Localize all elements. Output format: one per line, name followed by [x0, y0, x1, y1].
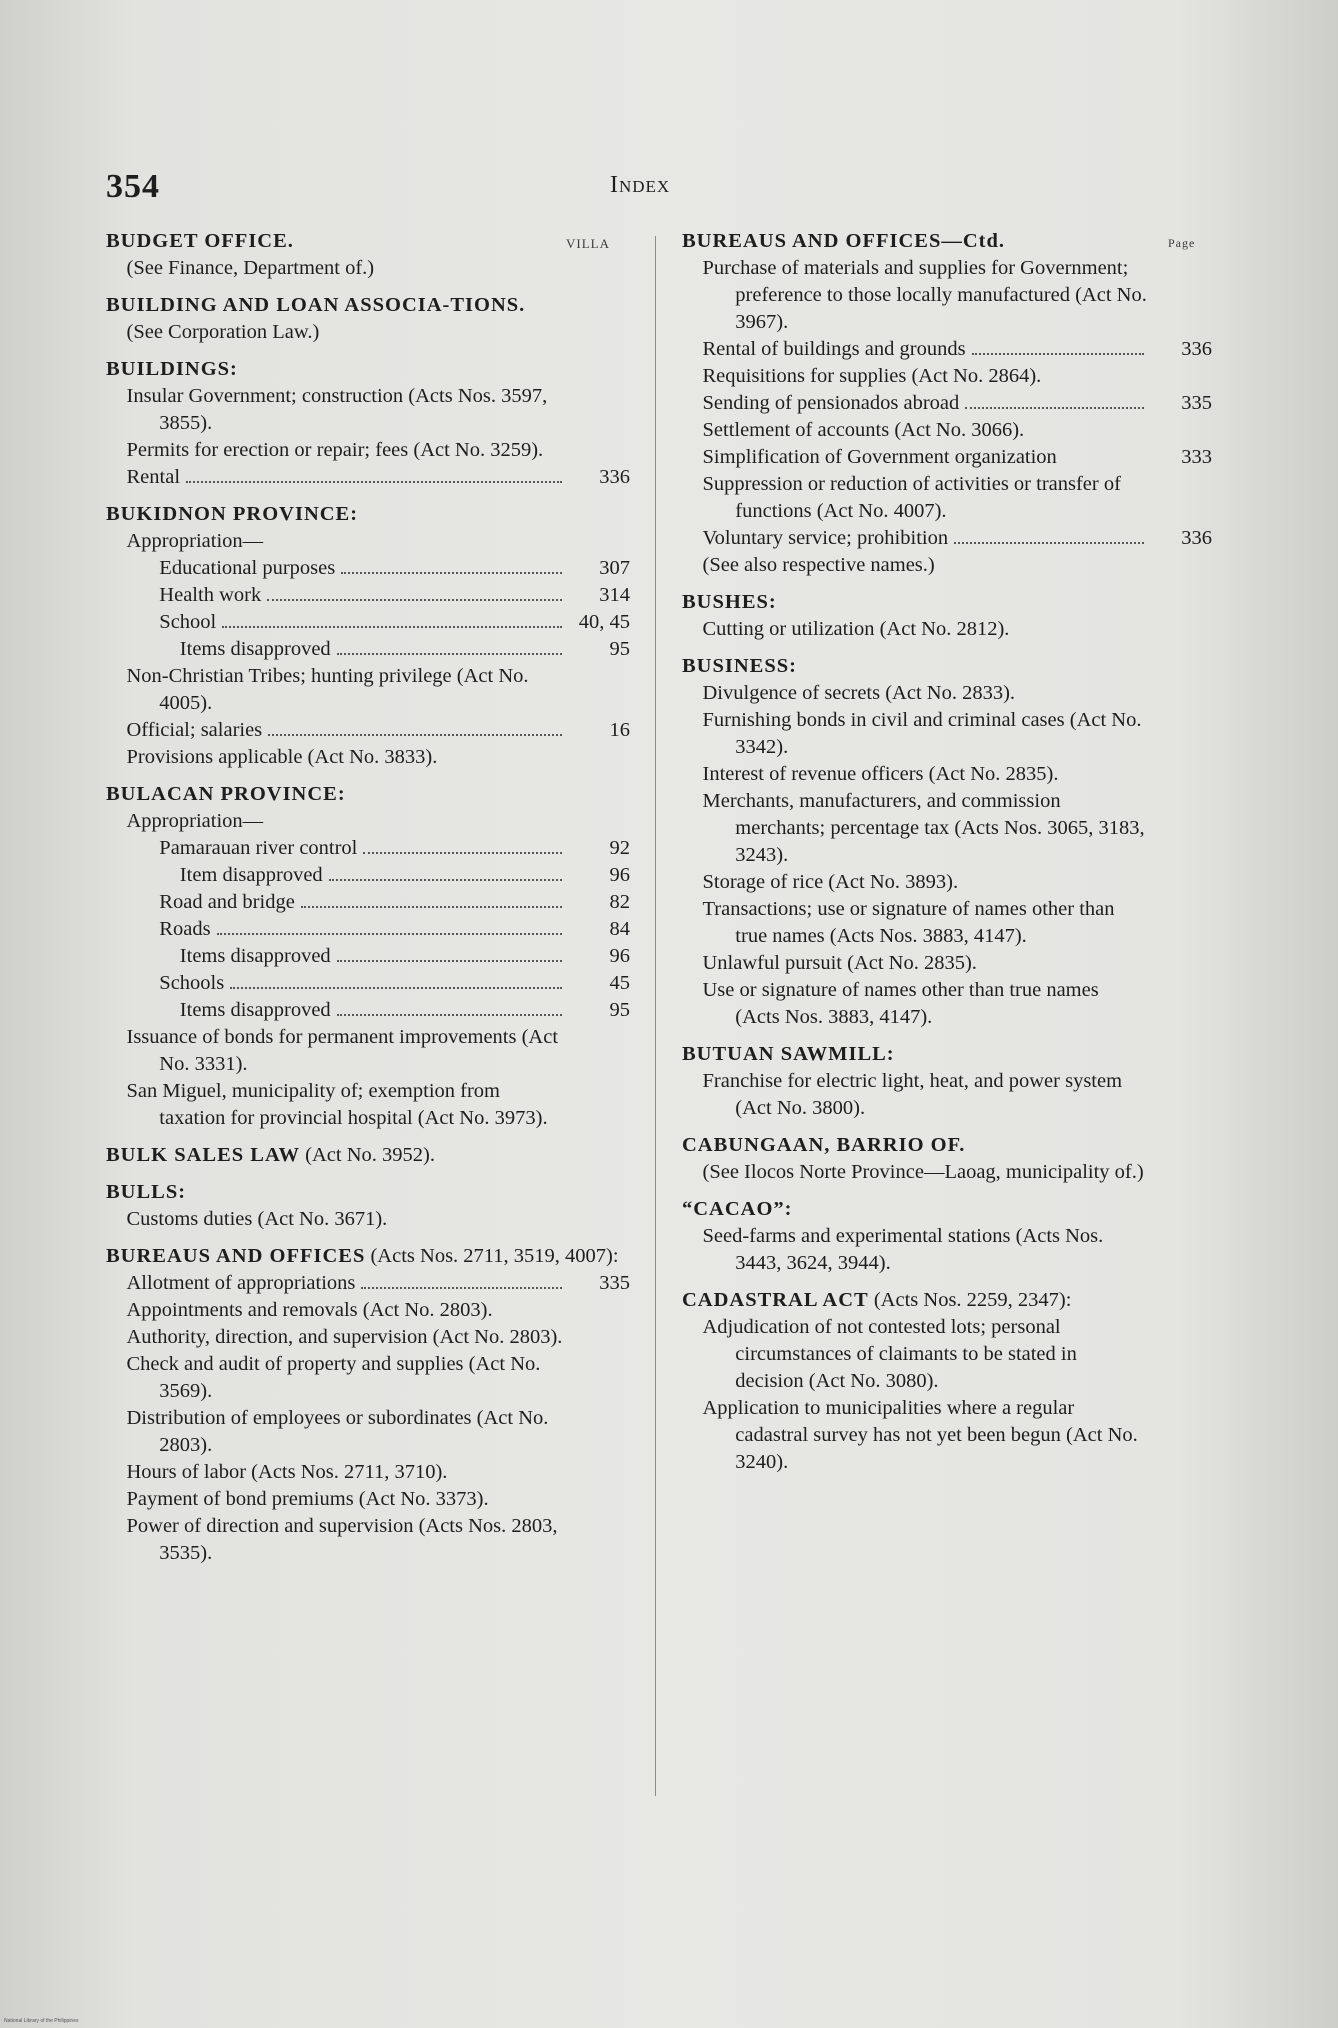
entry-heading-text: CABUNGAAN, BARRIO OF.: [682, 1134, 966, 1156]
subentry: [106, 1459, 630, 1486]
entry-heading-text: “CACAO”:: [682, 1198, 793, 1220]
right-column-head: Page: [1168, 236, 1196, 250]
subentry-text: [106, 528, 566, 555]
subentry: [682, 255, 1212, 336]
subentry-text: Unlawful pursuit (Act No. 2835).: [702, 952, 977, 974]
entry-heading-text: BULK SALES LAW: [106, 1144, 301, 1166]
subentry-text: Settlement of accounts (Act No. 3066).: [702, 419, 1025, 441]
subentry-label: Rental of buildings and grounds: [702, 338, 966, 360]
dot-leader: [222, 626, 562, 628]
subentry-text: Insular Government; construction (Acts Nos. 3597, 3855).: [126, 385, 548, 434]
subentry-text: Storage of rice (Act No. 3893).: [702, 871, 959, 893]
subentry-text: [682, 336, 1148, 363]
page-reference: 96: [609, 945, 630, 967]
page-reference: 336: [599, 466, 630, 488]
subentry-text: Divulgence of secrets (Act No. 2833).: [702, 682, 1016, 704]
subentry-text: Issuance of bonds for permanent improvements (Act No. 3331).: [126, 1026, 559, 1075]
subentry-text: Purchase of materials and supplies for Government; preference to those locally manufactured (Act No. 3967).: [702, 257, 1147, 333]
subentry-label: Appropriation—: [126, 530, 264, 552]
entry-heading-text: BUREAUS AND OFFICES—Ctd.: [682, 230, 1006, 252]
subentry-label: Official; salaries: [126, 719, 263, 741]
subentry-text: [106, 609, 566, 636]
subentry: [106, 1324, 630, 1351]
index-entry: [682, 653, 1212, 1031]
subentry: [106, 1351, 630, 1405]
left-column: [106, 228, 630, 1577]
page-reference: 84: [609, 918, 630, 940]
page-reference: 92: [609, 837, 630, 859]
index-entry: [106, 1179, 630, 1233]
subentry-label: Sending of pensionados abroad: [702, 392, 960, 414]
dot-leader: [267, 599, 562, 601]
entry-heading: [682, 653, 1212, 680]
subentry-text: Suppression or reduction of activities or transfer of functions (Act No. 4007).: [702, 473, 1121, 522]
subentry: [106, 1206, 630, 1233]
page-reference: 307: [599, 557, 630, 579]
library-footer: National Library of the Philippines: [4, 2018, 79, 2024]
entry-heading: [106, 1179, 630, 1206]
index-entry: [106, 292, 630, 346]
subentry: [106, 1405, 630, 1459]
entry-heading-text: BULACAN PROVINCE:: [106, 783, 346, 805]
subentry-text: Check and audit of property and supplies (Act No. 3569).: [126, 1353, 541, 1402]
subentry: [106, 970, 630, 997]
subentry-label: Items disapproved: [179, 999, 331, 1021]
page-number: 354: [106, 168, 160, 205]
subentry-text: Application to municipalities where a regular cadastral survey has not yet been begun (Act No. 3240).: [702, 1397, 1138, 1473]
subentry: [682, 977, 1212, 1031]
subentry-text: [106, 889, 566, 916]
entry-heading: [106, 781, 630, 808]
page-reference: 96: [609, 864, 630, 886]
subentry-text: [106, 997, 566, 1024]
left-column-head: VILLA: [566, 236, 610, 251]
entry-heading: [106, 228, 630, 255]
page-reference: 82: [609, 891, 630, 913]
page-reference: 16: [609, 719, 630, 741]
subentry: [106, 582, 630, 609]
index-entry: [106, 781, 630, 1132]
subentry-text: [106, 916, 566, 943]
entry-heading: [682, 1132, 1212, 1159]
subentry-text: [682, 525, 1148, 552]
subentry: [106, 744, 630, 771]
entry-heading-text: CADASTRAL ACT: [682, 1289, 869, 1311]
entry-heading: [106, 356, 630, 383]
subentry-text: [106, 943, 566, 970]
entry-heading-text: BUTUAN SAWMILL:: [682, 1043, 895, 1065]
subentry-label: Allotment of appropriations: [126, 1272, 356, 1294]
subentry-label: Pamarauan river control: [159, 837, 358, 859]
subentry-text: Merchants, manufacturers, and commission merchants; percentage tax (Acts Nos. 3065, 3183, 3243).: [702, 790, 1145, 866]
dot-leader: [337, 960, 562, 962]
page-reference: 95: [609, 999, 630, 1021]
subentry: [106, 528, 630, 555]
dot-leader: [337, 1014, 562, 1016]
subentry: [106, 717, 630, 744]
dot-leader: [972, 353, 1144, 355]
subentry: [106, 1297, 630, 1324]
index-entry: [682, 1041, 1212, 1122]
subentry-text: Power of direction and supervision (Acts Nos. 2803, 3535).: [126, 1515, 558, 1564]
subentry-text: Customs duties (Act No. 3671).: [126, 1208, 388, 1230]
subentry-text: Interest of revenue officers (Act No. 2835).: [702, 763, 1059, 785]
subentry-label: Roads: [159, 918, 211, 940]
page-reference: 335: [599, 1272, 630, 1294]
subentry-text: [106, 717, 566, 744]
subentry-label: Road and bridge: [159, 891, 295, 913]
subentry-text: [106, 582, 566, 609]
entry-heading-text: BUREAUS AND OFFICES: [106, 1245, 366, 1267]
subentry: [106, 1270, 630, 1297]
index-entry: [682, 1132, 1212, 1186]
subentry-text: Distribution of employees or subordinates (Act No. 2803).: [126, 1407, 549, 1456]
subentry: [106, 636, 630, 663]
subentry: [682, 1068, 1212, 1122]
right-column: [682, 228, 1212, 1486]
subentry-text: Non-Christian Tribes; hunting privilege (Act No. 4005).: [126, 665, 529, 714]
page-reference: 335: [1181, 392, 1212, 414]
subentry: [682, 1314, 1212, 1395]
index-entry: [682, 1196, 1212, 1277]
subentry-text: Provisions applicable (Act No. 3833).: [126, 746, 438, 768]
dot-leader: [329, 879, 562, 881]
entry-heading-text: BULLS:: [106, 1181, 187, 1203]
subentry-label: Voluntary service; prohibition: [702, 527, 949, 549]
subentry-text: Payment of bond premiums (Act No. 3373).: [126, 1488, 489, 1510]
subentry-label: Rental: [126, 466, 181, 488]
subentry-text: Permits for erection or repair; fees (Act No. 3259).: [126, 439, 544, 461]
subentry-text: San Miguel, municipality of; exemption from taxation for provincial hospital (Act No. 3973).: [126, 1080, 548, 1129]
dot-leader: [268, 734, 562, 736]
entry-heading-text: BUILDINGS:: [106, 358, 238, 380]
subentry: [682, 761, 1212, 788]
subentry-text: [106, 862, 566, 889]
entry-heading-suffix: (Acts Nos. 2259, 2347):: [868, 1289, 1072, 1311]
subentry-label: Educational purposes: [159, 557, 336, 579]
subentry-text: [106, 636, 566, 663]
index-entry: [106, 228, 630, 282]
subentry-text: Authority, direction, and supervision (Act No. 2803).: [126, 1326, 563, 1348]
subentry-text: Appointments and removals (Act No. 2803).: [126, 1299, 493, 1321]
subentry: [682, 390, 1212, 417]
subentry: [682, 1223, 1212, 1277]
subentry: [106, 889, 630, 916]
subentry: [106, 383, 630, 437]
cross-reference: (See Corporation Law.): [126, 321, 320, 343]
entry-heading-suffix: (Act No. 3952).: [300, 1144, 435, 1166]
running-head: Index: [610, 172, 671, 198]
subentry-text: [106, 835, 566, 862]
subentry-text: Simplification of Government organization: [702, 446, 1057, 468]
subentry-label: Items disapproved: [179, 638, 331, 660]
page-reference: 336: [1181, 527, 1212, 549]
subentry-text: Seed-farms and experimental stations (Acts Nos. 3443, 3624, 3944).: [702, 1225, 1104, 1274]
entry-heading: [106, 501, 630, 528]
subentry: [682, 471, 1212, 525]
subentry: [106, 1024, 630, 1078]
subentry: [106, 437, 630, 464]
subentry: [682, 896, 1212, 950]
subentry-text: [106, 464, 566, 491]
index-entry: [106, 1142, 630, 1169]
subentry: [106, 835, 630, 862]
subentry-text: Furnishing bonds in civil and criminal cases (Act No. 3342).: [702, 709, 1142, 758]
index-entry: [682, 228, 1212, 579]
page-reference: 40, 45: [578, 611, 630, 633]
subentry: [106, 1078, 630, 1132]
index-entry: [106, 501, 630, 771]
subentry: [106, 1486, 630, 1513]
page-reference: 95: [609, 638, 630, 660]
subentry: [106, 555, 630, 582]
entry-heading-text: BUKIDNON PROVINCE:: [106, 503, 359, 525]
subentry: [106, 916, 630, 943]
subentry-text: Franchise for electric light, heat, and power system (Act No. 3800).: [702, 1070, 1123, 1119]
subentry-label: Schools: [159, 972, 225, 994]
subentry-label: Item disapproved: [179, 864, 323, 886]
entry-heading-suffix: (Acts Nos. 2711, 3519, 4007):: [365, 1245, 619, 1267]
subentry-label: Health work: [159, 584, 262, 606]
column-divider: [655, 236, 656, 1796]
subentry: [682, 417, 1212, 444]
page-reference: 333: [1181, 446, 1212, 468]
subentry-text: Requisitions for supplies (Act No. 2864).: [702, 365, 1042, 387]
dot-leader: [965, 407, 1144, 409]
entry-heading: [682, 589, 1212, 616]
subentry: [682, 1395, 1212, 1476]
subentry: [682, 336, 1212, 363]
subentry-text: [106, 1270, 566, 1297]
subentry: [106, 464, 630, 491]
subentry-text: [106, 970, 566, 997]
entry-heading: [682, 1287, 1212, 1314]
entry-heading-text: BUSHES:: [682, 591, 777, 613]
index-entry: [682, 1287, 1212, 1476]
page-reference: 314: [599, 584, 630, 606]
entry-heading: [682, 1196, 1212, 1223]
cross-reference: (See also respective names.): [702, 554, 935, 576]
subentry: [682, 869, 1212, 896]
subentry: [682, 616, 1212, 643]
subentry-text: [106, 808, 566, 835]
subentry: [682, 444, 1212, 471]
subentry: [682, 680, 1212, 707]
subentry: [106, 997, 630, 1024]
subentry-text: Cutting or utilization (Act No. 2812).: [702, 618, 1010, 640]
cross-reference: (See Finance, Department of.): [126, 257, 375, 279]
dot-leader: [230, 987, 562, 989]
index-entry: [106, 1243, 630, 1567]
subentry: [682, 788, 1212, 869]
entry-heading-text: BUSINESS:: [682, 655, 797, 677]
entry-heading-text: BUILDING AND LOAN ASSOCIA-TIONS.: [106, 294, 526, 316]
dot-leader: [301, 906, 562, 908]
subentry: [682, 525, 1212, 552]
cross-reference: (See Ilocos Norte Province—Laoag, municipality of.): [702, 1161, 1144, 1183]
subentry-label: Items disapproved: [179, 945, 331, 967]
page-reference: 45: [609, 972, 630, 994]
subentry-label: Appropriation—: [126, 810, 264, 832]
subentry: [106, 1513, 630, 1567]
subentry-text: [682, 390, 1148, 417]
subentry-text: Transactions; use or signature of names other than true names (Acts Nos. 3883, 4147).: [702, 898, 1115, 947]
subentry: [682, 950, 1212, 977]
dot-leader: [341, 572, 562, 574]
entry-heading-text: BUDGET OFFICE.: [106, 230, 294, 252]
entry-heading: [682, 228, 1212, 255]
subentry-text: [106, 555, 566, 582]
index-entry: [682, 589, 1212, 643]
subentry-text: Use or signature of names other than true names (Acts Nos. 3883, 4147).: [702, 979, 1099, 1028]
entry-heading: [106, 292, 630, 319]
dot-leader: [186, 481, 562, 483]
subentry: [106, 943, 630, 970]
dot-leader: [217, 933, 562, 935]
subentry: [682, 707, 1212, 761]
subentry-text: Hours of labor (Acts Nos. 2711, 3710).: [126, 1461, 448, 1483]
subentry-label: School: [159, 611, 217, 633]
entry-heading: [106, 1243, 630, 1270]
page-reference: 336: [1181, 338, 1212, 360]
subentry: [106, 808, 630, 835]
subentry: [106, 609, 630, 636]
subentry: [106, 663, 630, 717]
dot-leader: [361, 1287, 562, 1289]
dot-leader: [337, 653, 562, 655]
dot-leader: [954, 542, 1144, 544]
entry-heading: [682, 1041, 1212, 1068]
subentry-text: Adjudication of not contested lots; personal circumstances of claimants to be stated in decision (Act No. 3080).: [702, 1316, 1077, 1392]
index-entry: [106, 356, 630, 491]
subentry: [682, 363, 1212, 390]
entry-heading: [106, 1142, 630, 1169]
subentry: [106, 862, 630, 889]
dot-leader: [363, 852, 562, 854]
